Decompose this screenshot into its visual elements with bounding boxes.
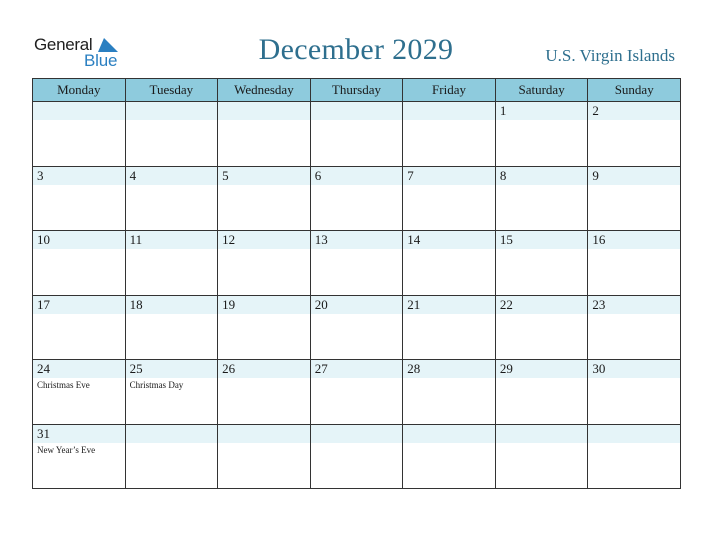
week-row — [33, 424, 681, 489]
week-row — [33, 360, 681, 425]
day-cell-band — [126, 167, 218, 185]
day-number: 20 — [314, 296, 328, 312]
day-cell — [310, 360, 403, 425]
day-cell-band — [311, 102, 403, 120]
day-cell-band — [403, 167, 495, 185]
week-row — [33, 102, 681, 167]
day-cell-band — [218, 167, 310, 185]
logo-word-blue: Blue — [84, 51, 118, 70]
day-number: 24 — [37, 361, 50, 376]
day-number: 22 — [499, 296, 513, 312]
day-cell — [33, 231, 126, 296]
day-cell — [125, 231, 218, 296]
day-cell — [33, 166, 126, 231]
day-number: 17 — [37, 296, 50, 312]
day-cell — [33, 295, 126, 360]
day-number: 2 — [592, 103, 599, 118]
day-cell — [588, 360, 681, 425]
day-cell — [33, 360, 126, 425]
weekday-header: Monday — [33, 79, 126, 102]
day-cell-band — [496, 102, 588, 120]
day-cell — [310, 102, 403, 167]
day-number: 27 — [314, 361, 328, 376]
day-number: 26 — [222, 361, 236, 376]
day-cell-band — [33, 167, 125, 185]
day-cell — [403, 166, 496, 231]
logo-word-general: General — [34, 35, 93, 54]
holiday-label: New Year’s Eve — [37, 444, 96, 455]
weekday-header: Saturday — [495, 79, 588, 102]
day-number: 16 — [592, 232, 606, 247]
day-cell-band — [311, 167, 403, 185]
day-cell — [125, 295, 218, 360]
day-cell — [218, 102, 311, 167]
day-cell — [588, 424, 681, 489]
day-cell — [403, 231, 496, 296]
day-cell — [588, 166, 681, 231]
weekday-header: Thursday — [310, 79, 403, 102]
day-cell-band — [218, 425, 310, 443]
day-number: 7 — [407, 167, 414, 183]
day-number: 6 — [314, 167, 322, 183]
page-title: December 2029 — [258, 33, 454, 66]
day-number: 18 — [129, 296, 143, 312]
calendar-body — [33, 102, 681, 489]
day-number: 15 — [499, 232, 513, 247]
day-cell — [125, 102, 218, 167]
day-cell-band — [588, 102, 680, 120]
day-number: 5 — [222, 167, 229, 183]
day-cell-band — [588, 425, 680, 443]
day-cell-band — [403, 102, 495, 120]
day-cell-band — [311, 425, 403, 443]
day-cell — [495, 295, 588, 360]
day-cell — [588, 295, 681, 360]
day-cell — [218, 360, 311, 425]
week-row — [33, 231, 681, 296]
day-number: 30 — [592, 361, 606, 376]
day-cell — [310, 295, 403, 360]
day-cell — [310, 424, 403, 489]
day-cell — [495, 231, 588, 296]
day-number: 11 — [129, 232, 143, 247]
day-cell-band — [126, 102, 218, 120]
day-number: 12 — [222, 232, 236, 247]
weekday-header: Wednesday — [218, 79, 311, 102]
day-cell — [33, 102, 126, 167]
day-cell — [588, 231, 681, 296]
day-number: 31 — [37, 425, 50, 441]
day-number: 4 — [129, 167, 137, 183]
day-cell-band — [126, 425, 218, 443]
day-number: 21 — [407, 296, 421, 312]
day-cell — [495, 424, 588, 489]
day-number: 19 — [222, 296, 236, 312]
day-cell — [218, 424, 311, 489]
week-row — [33, 166, 681, 231]
day-cell-band — [33, 102, 125, 120]
day-cell — [218, 231, 311, 296]
day-number: 25 — [129, 361, 143, 376]
day-cell-band — [403, 425, 495, 443]
day-number: 23 — [592, 296, 606, 312]
day-cell — [403, 102, 496, 167]
day-number: 13 — [314, 232, 328, 247]
weekday-header: Sunday — [588, 79, 681, 102]
holiday-label: Christmas Day — [129, 380, 184, 390]
day-cell-band — [496, 425, 588, 443]
region-label: U.S. Virgin Islands — [545, 46, 675, 65]
day-cell — [310, 231, 403, 296]
day-cell-band — [588, 167, 680, 185]
day-cell — [218, 166, 311, 231]
week-row — [33, 295, 681, 360]
day-cell — [125, 424, 218, 489]
day-cell — [403, 360, 496, 425]
day-cell — [495, 360, 588, 425]
calendar-grid — [32, 78, 681, 489]
day-number: 14 — [407, 232, 421, 247]
weekday-header: Friday — [403, 79, 496, 102]
day-number: 1 — [499, 103, 507, 118]
day-cell — [310, 166, 403, 231]
holiday-label: Christmas Eve — [37, 380, 90, 390]
day-cell — [33, 424, 126, 489]
day-number: 29 — [499, 361, 513, 376]
day-number: 10 — [37, 232, 50, 247]
day-number: 8 — [499, 167, 507, 183]
day-cell — [495, 166, 588, 231]
weekday-header-row — [33, 79, 681, 102]
day-cell — [403, 295, 496, 360]
day-cell — [495, 102, 588, 167]
weekday-header: Tuesday — [125, 79, 218, 102]
day-cell-band — [496, 167, 588, 185]
day-cell-band — [218, 102, 310, 120]
day-cell — [403, 424, 496, 489]
day-cell — [588, 102, 681, 167]
day-number: 28 — [407, 361, 421, 376]
day-number: 9 — [592, 167, 599, 183]
day-number: 3 — [37, 167, 44, 183]
day-cell — [125, 360, 218, 425]
day-cell — [218, 295, 311, 360]
day-cell — [125, 166, 218, 231]
